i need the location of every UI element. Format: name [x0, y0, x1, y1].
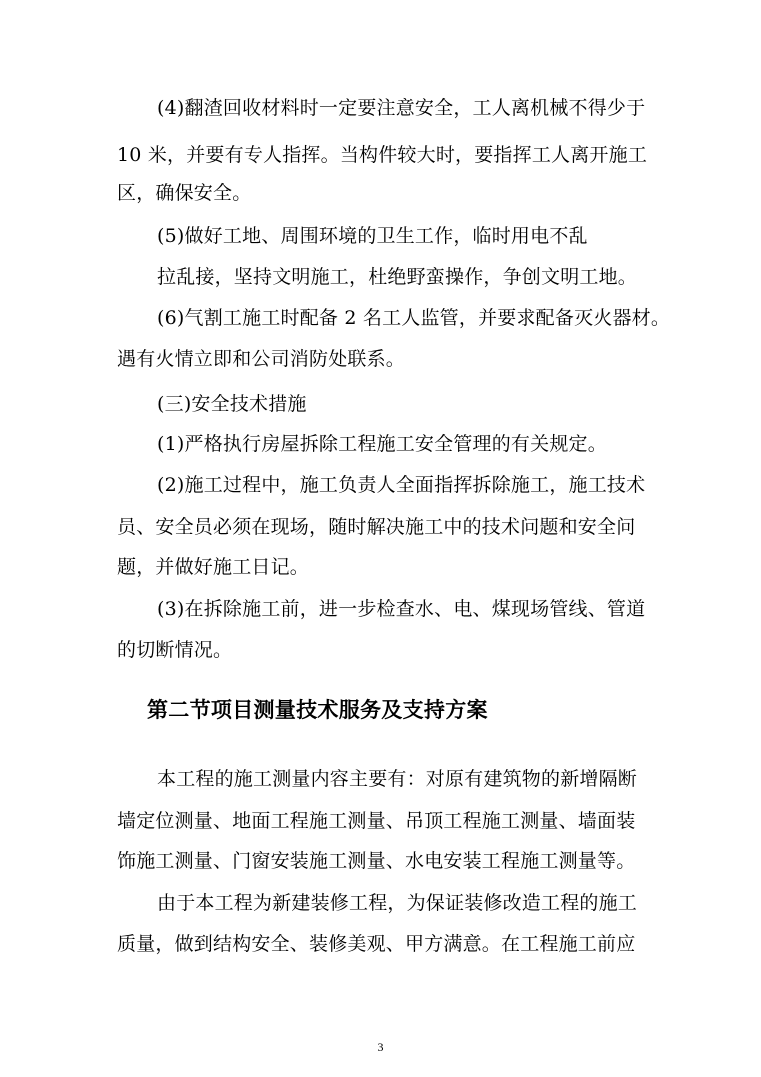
paragraph-line: 员、安全员必须在现场，随时解决施工中的技术问题和安全问 [117, 516, 636, 538]
paragraph-line: (5)做好工地、周围环境的卫生工作，临时用电不乱 [157, 225, 588, 247]
paragraph-line: 区，确保安全。 [117, 182, 252, 204]
paragraph-line: 拉乱接，坚持文明施工，杜绝野蛮操作，争创文明工地。 [157, 266, 638, 288]
subsection-title: (三)安全技术措施 [157, 393, 307, 415]
paragraph-line: 的切断情况。 [117, 639, 233, 661]
paragraph-line: 题，并做好施工日记。 [117, 556, 310, 578]
paragraph-line: 质量，做到结构安全、装修美观、甲方满意。在工程施工前应 [117, 933, 636, 955]
paragraph-line: 由于本工程为新建装修工程，为保证装修改造工程的施工 [157, 892, 638, 914]
section-heading: 第二节项目测量技术服务及支持方案 [147, 698, 488, 722]
paragraph-line: 饰施工测量、门窗安装施工测量、水电安装工程施工测量等。 [117, 850, 636, 872]
paragraph-line: (3)在拆除施工前，进一步检查水、电、煤现场管线、管道 [157, 598, 646, 620]
paragraph-line: 10 米，并要有专人指挥。当构件较大时，要指挥工人离开施工 [117, 144, 648, 166]
paragraph-line: (2)施工过程中，施工负责人全面指挥拆除施工，施工技术 [157, 474, 646, 496]
paragraph-line: (6)气割工施工时配备 2 名工人监管，并要求配备灭火器材。 [157, 307, 671, 329]
paragraph-line: (4)翻渣回收材料时一定要注意安全，工人离机械不得少于 [157, 97, 646, 119]
page-number: 3 [377, 1040, 384, 1054]
paragraph-line: 遇有火情立即和公司消防处联系。 [117, 348, 406, 370]
paragraph-line: 本工程的施工测量内容主要有：对原有建筑物的新增隔断 [157, 768, 638, 790]
paragraph-line: 墙定位测量、地面工程施工测量、吊顶工程施工测量、墙面装 [117, 810, 636, 832]
paragraph-line: (1)严格执行房屋拆除工程施工安全管理的有关规定。 [157, 433, 607, 455]
